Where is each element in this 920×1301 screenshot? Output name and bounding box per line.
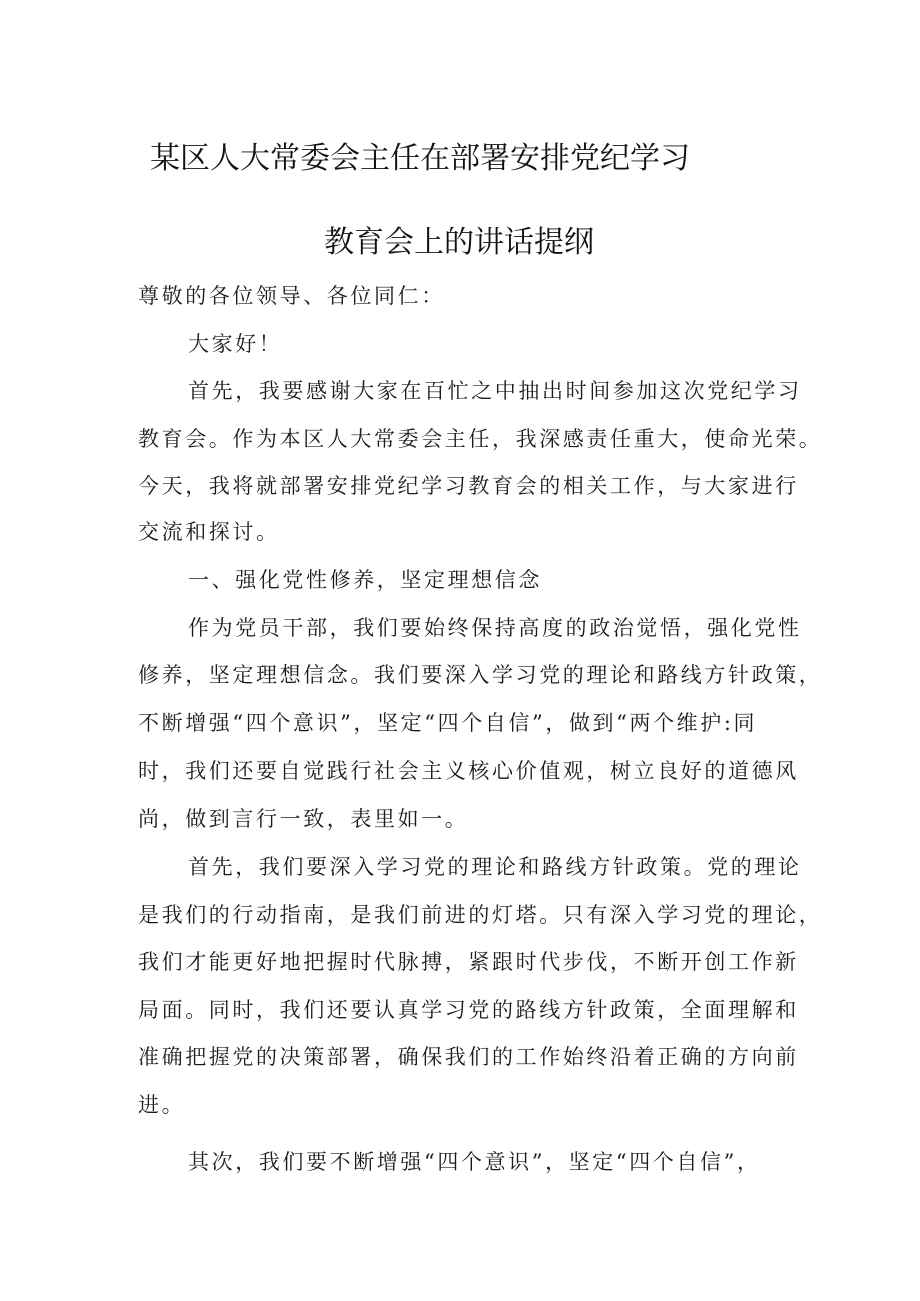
body-line: 其次，我们要不断增强“四个意识”，坚定“四个自信”，: [188, 1150, 761, 1174]
body-line: 今天，我将就部署安排党纪学习教育会的相关工作，与大家进行: [138, 474, 799, 498]
body-line: 交流和探讨。: [138, 520, 280, 544]
document-title-line-2: 教育会上的讲话提纲: [324, 225, 594, 260]
document-title-line-1: 某区人大常委会主任在部署安排党纪学习: [150, 141, 690, 176]
body-line: 修养，坚定理想信念。我们要深入学习党的理论和路线方针政策，: [138, 663, 823, 687]
salutation: 尊敬的各位领导、各位同仁：: [138, 284, 445, 308]
body-line: 进。: [138, 1093, 186, 1117]
body-line: 作为党员干部，我们要始终保持高度的政治觉悟，强化党性: [188, 616, 802, 640]
body-line: 不断增强“四个意识”，坚定“四个自信”，做到“两个维护:同: [138, 711, 758, 735]
body-line: 首先，我们要深入学习党的理论和路线方针政策。党的理论: [188, 855, 802, 879]
body-line: 准确把握党的决策部署，确保我们的工作始终沿着正确的方向前: [138, 1045, 799, 1069]
body-line: 教育会。作为本区人大常委会主任，我深感责任重大，使命光荣。: [138, 427, 823, 451]
body-line: 我们才能更好地把握时代脉搏，紧跟时代步伐，不断开创工作新: [138, 950, 799, 974]
body-line: 首先，我要感谢大家在百忙之中抽出时间参加这次党纪学习: [188, 379, 802, 403]
body-line: 是我们的行动指南，是我们前进的灯塔。只有深入学习党的理论，: [138, 903, 823, 927]
greeting: 大家好！: [188, 332, 283, 356]
body-line: 时，我们还要自觉践行社会主义核心价值观，树立良好的道德风: [138, 759, 799, 783]
body-line: 尚，做到言行一致，表里如一。: [138, 807, 469, 831]
body-line: 局面。同时，我们还要认真学习党的路线方针政策，全面理解和: [138, 998, 799, 1022]
section-heading: 一、强化党性修养，坚定理想信念: [188, 568, 542, 592]
